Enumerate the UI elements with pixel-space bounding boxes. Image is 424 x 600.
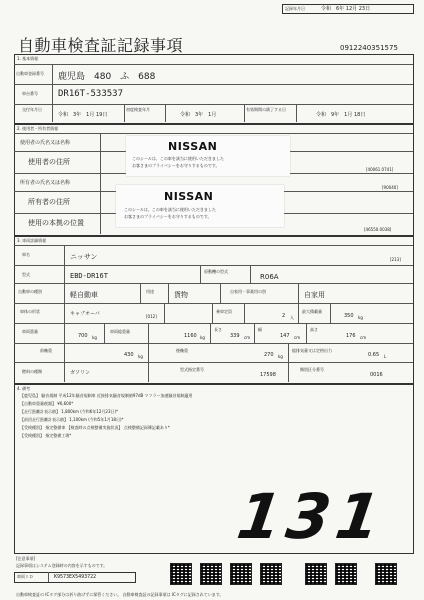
remark-line-4: 【前回走行距離計表示値】 1,100km (令和5年1月18日)* xyxy=(20,417,124,422)
base-code: [46550.0038] xyxy=(364,227,392,232)
cert-label: 型式指定番号 xyxy=(180,367,204,372)
vehicle-type: 軽自動車 xyxy=(70,291,98,299)
first-reg-type: 令和 3年 1月 xyxy=(180,112,217,118)
load-label: 最大積載量 xyxy=(302,309,322,314)
rear-axle-label: 後軸重 xyxy=(176,348,188,353)
qr-code-3 xyxy=(230,563,252,585)
cert: 17598 xyxy=(260,372,276,378)
load-unit: kg xyxy=(358,315,363,320)
body-label: 車体の形状 xyxy=(20,309,40,314)
load: 350 xyxy=(344,313,354,319)
front-axle: 430 xyxy=(124,352,134,358)
cat-label: 類別区分番号 xyxy=(300,367,324,372)
user-name-label: 使用者の氏名又は名称 xyxy=(20,140,71,146)
rear-axle-unit: kg xyxy=(278,354,283,359)
sticker-text-1: このシールは、この車を該当に使用いただきました xyxy=(132,156,224,161)
gross-label: 車両総重量 xyxy=(110,329,130,334)
fuel-label: 燃料の種類 xyxy=(22,369,42,374)
private-label: 自家用・事業用の別 xyxy=(230,289,266,294)
sticker-text-1: このシールは、この車を該当に使用いただきました xyxy=(124,207,216,212)
weight-unit: kg xyxy=(92,335,97,340)
maker-label: 車名 xyxy=(22,252,30,257)
issue-date-label: 記録年月日 xyxy=(285,6,305,11)
note-text: 記録事項はシステム登録時の内容を示すものです。 xyxy=(16,563,108,568)
vin-label: 車台番号 xyxy=(22,91,38,96)
privacy-sticker-owner xyxy=(116,185,284,227)
type-label: 自動車の種別 xyxy=(18,289,42,294)
length-unit: cm xyxy=(244,335,251,340)
gross: 1160 xyxy=(184,333,197,339)
cat: 0016 xyxy=(370,372,383,378)
user-address-label: 使用者の住所 xyxy=(28,158,70,166)
capacity-label: 乗車定員 xyxy=(216,309,232,314)
section-remarks-heading: 4. 備考 xyxy=(17,386,31,391)
bottom-note: 自動車検査証の ICタグ部分は折り曲げずに保管ください。 自動車検査証の記録事項は ICタグに記録されています。 xyxy=(16,592,224,597)
fuel: ガソリン xyxy=(70,370,91,376)
privacy-sticker-user xyxy=(126,136,290,176)
height-label: 高さ xyxy=(310,327,318,332)
qr-code-4 xyxy=(260,563,282,585)
remark-line-6: 【受検種別】 指定整備工場* xyxy=(20,433,72,438)
width: 147 xyxy=(280,333,290,339)
first-reg-label: 交付年月日 xyxy=(22,107,42,112)
handwritten-number: 131 xyxy=(232,480,391,553)
reg-no-label: 自動車登録番号 xyxy=(16,71,44,76)
reg-no: 鹿児島 480 ふ 688 xyxy=(58,72,156,82)
remark-line-5: 【受検種別】 指定整備車 【検査時の点検整備実施状況】 点検整備記録簿記載あり* xyxy=(20,425,170,430)
body-code: [012] xyxy=(146,314,157,319)
private: 自家用 xyxy=(304,291,325,299)
model: EBD-DR16T xyxy=(70,272,108,280)
vin: DR16T-533537 xyxy=(58,89,124,99)
model-label: 型式 xyxy=(22,272,30,277)
gross-unit: kg xyxy=(200,335,205,340)
width-unit: cm xyxy=(294,335,301,340)
engine-label: 原動機の型式 xyxy=(204,269,228,274)
rear-axle: 270 xyxy=(264,352,274,358)
engine: R06A xyxy=(260,273,279,281)
remark-line-2: 【自動車重量税額】 ¥6,600* xyxy=(20,401,74,406)
sticker-text-2: お客さまのプライバシーをお守りするものです。 xyxy=(124,214,212,219)
page-title: 自動車検査証記録事項 xyxy=(18,36,184,55)
issue-date-box xyxy=(282,4,414,14)
qr-code-6 xyxy=(335,563,357,585)
section-basic-heading: 1. 基本情報 xyxy=(17,56,39,61)
owner-code: [90040] xyxy=(382,185,398,190)
owner-name-label: 所有者の氏名又は名称 xyxy=(20,180,71,186)
vehicle-id-label: 車両ＩＤ xyxy=(17,574,33,579)
first-reg-type-label: 初度検査年月 xyxy=(126,107,150,112)
front-axle-label: 前軸重 xyxy=(40,348,52,353)
qr-code-5 xyxy=(305,563,327,585)
use-label: 用途 xyxy=(146,289,154,294)
user-code: [40061 0741] xyxy=(366,167,394,172)
width-label: 幅 xyxy=(258,327,262,332)
capacity-unit: 人 xyxy=(290,315,294,320)
expiry-label: 有効期間の満了する日 xyxy=(246,107,286,112)
qr-code-1 xyxy=(170,563,192,585)
body: キャブオーバ xyxy=(70,311,100,317)
maker: ニッサン xyxy=(70,253,98,261)
sticker-text-2: お客さまのプライバシーをお守りするものです。 xyxy=(132,163,220,168)
owner-address-label: 所有者の住所 xyxy=(28,198,70,206)
first-reg: 令和 3年 1月 19日 xyxy=(58,112,108,118)
qr-code-7 xyxy=(375,563,397,585)
base-location-label: 使用の本拠の位置 xyxy=(28,219,84,227)
length: 339 xyxy=(230,333,240,339)
doc-number: 0912240351575 xyxy=(340,44,398,52)
height-unit: cm xyxy=(360,335,367,340)
displacement: 0.65 xyxy=(368,352,380,358)
qr-code-2 xyxy=(200,563,222,585)
capacity: 2 xyxy=(282,313,286,319)
maker-code: [213] xyxy=(390,257,401,262)
remark-line-1: 【鹿児島】 騒音規制 平成12年騒音規制車 近接排気騒音規制値97dB マフラー加速騒音規制適用 xyxy=(20,393,193,398)
remark-line-3: 【走行距離計表示値】 1,800km (令和6年12月23日)* xyxy=(20,409,119,414)
note-label: [注意事項] xyxy=(16,556,36,561)
height: 176 xyxy=(346,333,356,339)
expiry: 令和 9年 1月 18日 xyxy=(316,112,366,118)
nissan-logo: NISSAN xyxy=(164,190,214,203)
section-vehicle-heading: 3. 車両詳細情報 xyxy=(17,238,47,243)
use: 貨物 xyxy=(174,291,188,299)
displacement-unit: L xyxy=(384,354,387,359)
vehicle-id: K9573EX5493722 xyxy=(54,574,97,580)
displacement-label: 総排気量又は定格出力 xyxy=(292,348,332,353)
nissan-logo: NISSAN xyxy=(168,140,218,153)
front-axle-unit: kg xyxy=(138,354,143,359)
section-user-heading: 2. 使用者・所有者情報 xyxy=(17,126,59,131)
weight-label: 車両重量 xyxy=(22,329,38,334)
issue-date: 令和 6年 12月 23日 xyxy=(321,6,371,12)
weight: 700 xyxy=(78,333,88,339)
length-label: 長さ xyxy=(214,327,222,332)
